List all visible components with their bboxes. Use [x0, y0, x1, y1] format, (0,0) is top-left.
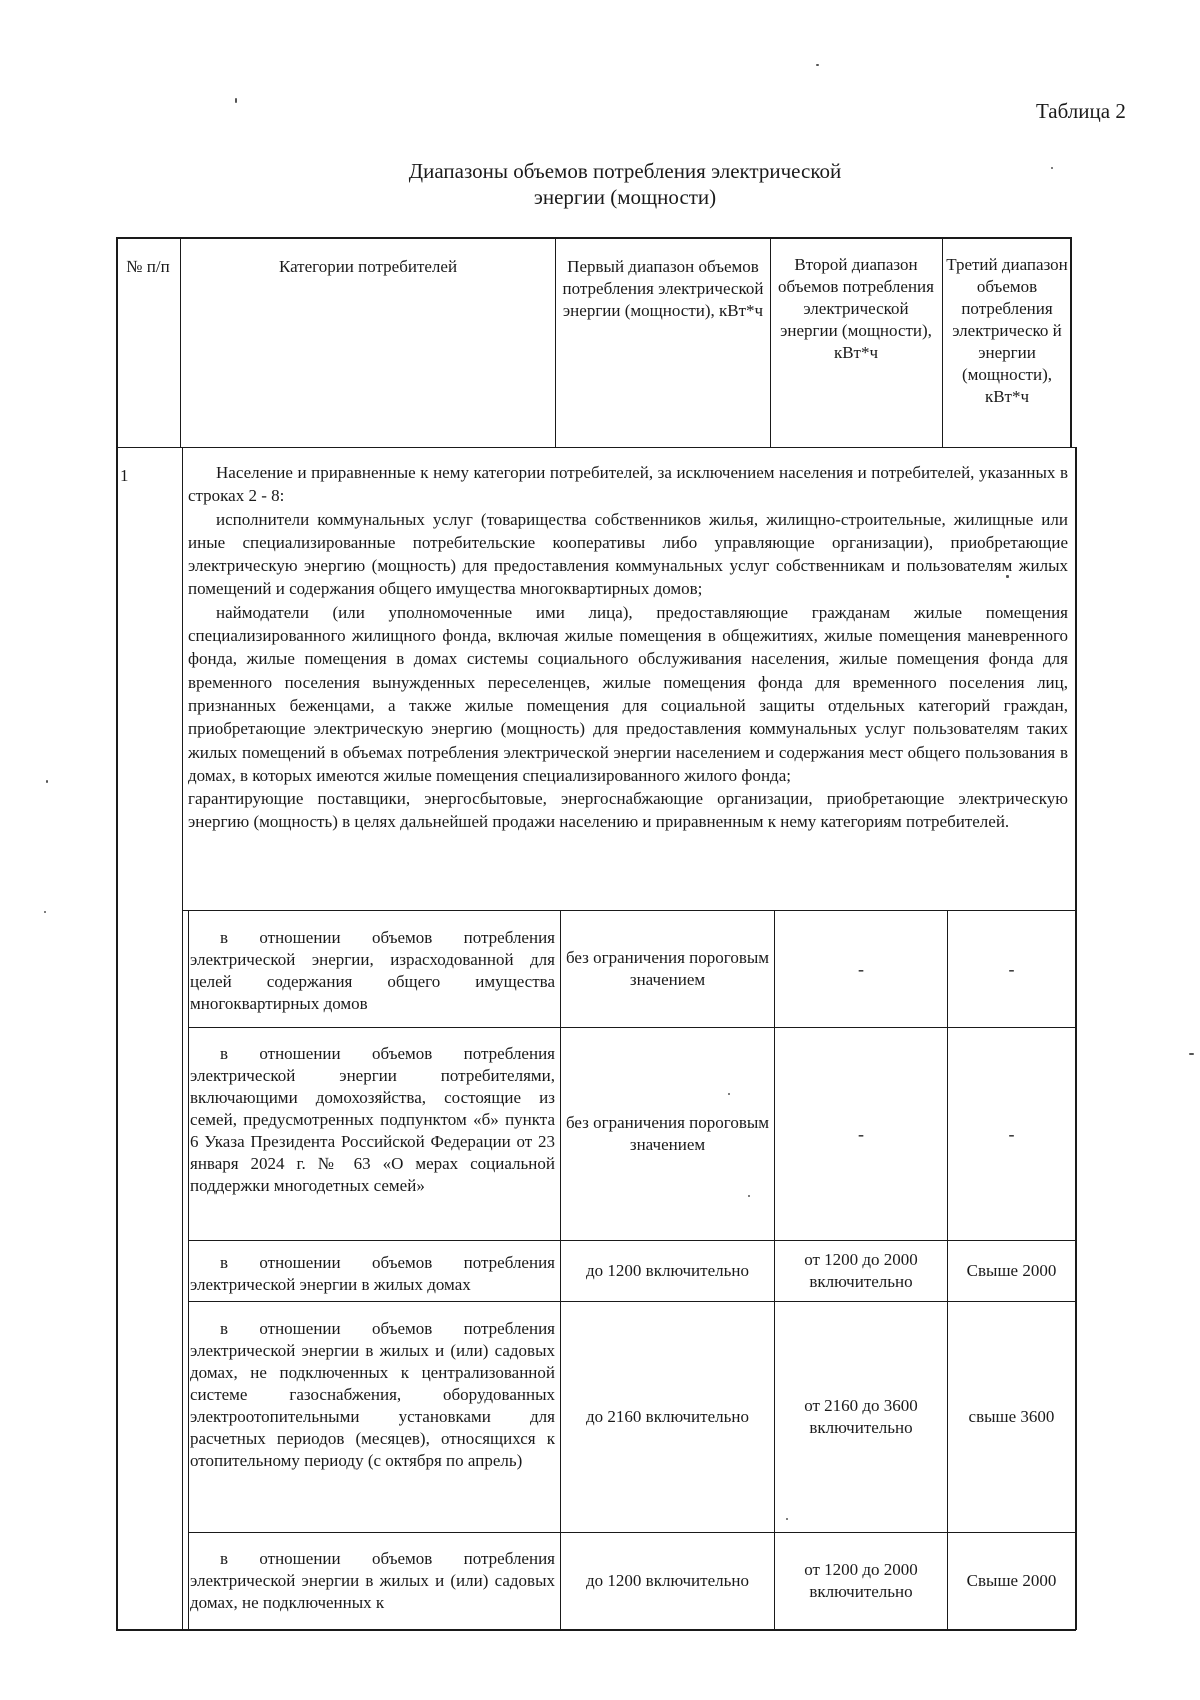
intro-paragraph: Население и приравненные к нему категории потребителей, за исключением населения и потребителей, указанных в строках 2 - 8: — [188, 463, 1068, 506]
scan-speck — [748, 1195, 750, 1197]
subrow-range-3 — [948, 910, 1075, 1027]
table-border-top — [116, 237, 1071, 239]
scan-speck — [46, 780, 48, 783]
header-bottom-rule — [116, 447, 1076, 448]
category-description — [188, 461, 1068, 834]
header-divider-2 — [555, 237, 556, 447]
range-value: от 2160 до 3600 включительно — [804, 1395, 918, 1437]
table-label: Таблица 2 — [1036, 99, 1126, 123]
header-range-3: Третий диапазон объемов потребления электрическо й энергии (мощности), кВт*ч — [946, 255, 1068, 406]
table-border-left — [116, 237, 118, 1630]
subrow-description: в отношении объемов потребления электрической энергии в жилых и (или) садовых домах, не подключенных к централизованной системе газоснабжения, оборудованных электроотопительными установками для расчетных периодов (месяцев), относящихся к отопительному периоду (с октября по апрель) — [190, 1319, 555, 1470]
range-value: от 1200 до 2000 включительно — [804, 1249, 918, 1291]
range-value: Свыше 2000 — [966, 1570, 1057, 1590]
scan-speck — [1189, 1053, 1194, 1055]
title-line-1: Диапазоны объемов потребления электрической — [408, 159, 842, 183]
table-border-bottom — [116, 1629, 1076, 1631]
range-value: - — [1008, 1123, 1015, 1144]
header-divider-3 — [770, 237, 771, 447]
row-number: 1 — [120, 466, 129, 485]
range-value: от 1200 до 2000 включительно — [804, 1559, 918, 1601]
table-border-right-body — [1075, 447, 1077, 1630]
subrow-description-text: в отношении объемов потребления электрической энергии в жилых и (или) садовых домах, не подключенных к — [190, 1549, 555, 1612]
subrow-range-1 — [561, 910, 774, 1027]
subrow-description — [190, 1548, 555, 1624]
subrow-range-2 — [775, 1301, 947, 1532]
subrow-range-1 — [561, 1240, 774, 1301]
page-title — [300, 158, 950, 210]
subrow-range-1 — [561, 1532, 774, 1629]
range-value: Свыше 2000 — [966, 1260, 1057, 1280]
scan-speck — [44, 911, 46, 913]
subrow-description: в отношении объемов потребления электрической энергии потребителями, включающими домохозяйства, состоящие из семей, предусмотренных подпунктом «б» пункта 6 Указа Президента Российской Федерации от 23 января 2024 г. № 63 «О мерах социальной поддержки многодетных семей» — [190, 1044, 555, 1195]
scan-speck — [1051, 167, 1053, 169]
range-value: без ограничения пороговым значением — [565, 947, 770, 989]
intro-paragraph: наймодатели (или уполномоченные ими лица), предоставляющие гражданам жилые помещения специализированного жилищного фонда, включая жилые помещения в общежитиях, жилые помещения маневренного фонда, жилые помещения в домах системы социального обслуживания населения, жилые помещения фонда для временного поселения вынужденных переселенцев, жилые помещения фонда для временного поселения лиц, признанных беженцами, а также жилые помещения для социальной защиты отдельных категорий граждан, приобретающие электрическую энергию (мощность) для предоставления коммунальных услуг пользователям таких жилых помещений в объемах потребления электрической энергии населением и содержания мест общего пользования в домах, в которых имеются жилые помещения специализированного жилого фонда; — [188, 602, 1068, 785]
range-value: - — [858, 1123, 864, 1144]
header-category: Категории потребителей — [278, 257, 458, 276]
range-value: - — [1008, 958, 1015, 979]
subrow-range-3 — [948, 1027, 1075, 1240]
subrow-range-2 — [775, 1532, 947, 1629]
header-range-1: Первый диапазон объемов потребления электрической энергии (мощности), кВт*ч — [562, 257, 764, 320]
scan-speck — [1006, 575, 1009, 578]
scan-speck — [816, 64, 819, 66]
scan-speck — [786, 1518, 788, 1520]
intro-paragraph: исполнители коммунальных услуг (товарищества собственников жилья, жилищно-строительные, жилищные или иные специализированные потребительские кооперативы либо управляющие организации), приобретающие электрическую энергию (мощность) для предоставления коммунальных услуг собственникам и пользователям жилых помещений и содержания общего имущества многоквартирных домов; — [188, 509, 1068, 599]
range-value: свыше 3600 — [968, 1406, 1055, 1426]
subrow-description: в отношении объемов потребления электрической энергии, израсходованной для целей содержания общего имущества многоквартирных домов — [190, 928, 555, 1013]
header-number: № п/п — [126, 257, 170, 276]
subrow-range-1 — [561, 1301, 774, 1532]
range-value: до 1200 включительно — [586, 1570, 749, 1590]
subrow-range-3 — [948, 1240, 1075, 1301]
subrow-range-2 — [775, 1240, 947, 1301]
header-range-2: Второй диапазон объемов потребления электрической энергии (мощности), кВт*ч — [778, 255, 934, 362]
number-column-divider — [182, 447, 183, 1630]
scan-speck — [235, 98, 237, 103]
subrow-description: в отношении объемов потребления электрической энергии в жилых домах — [190, 1253, 555, 1294]
range-value: без ограничения пороговым значением — [565, 1112, 770, 1154]
subtable-left-border — [188, 910, 189, 1630]
subrow-range-3 — [948, 1301, 1075, 1532]
subrow-range-1 — [561, 1027, 774, 1240]
subrow-range-2 — [775, 910, 947, 1027]
intro-paragraph: гарантирующие поставщики, энергосбытовые, энергоснабжающие организации, приобретающие электрическую энергию (мощность) в целях дальнейшей продажи населению и приравненным к нему категориям потребителей. — [188, 789, 1068, 832]
subrow-range-2 — [775, 1027, 947, 1240]
range-value: до 1200 включительно — [586, 1260, 749, 1280]
scan-speck — [728, 1093, 730, 1095]
range-value: до 2160 включительно — [586, 1406, 749, 1426]
range-value: - — [858, 958, 864, 979]
subrow-range-3 — [948, 1532, 1075, 1629]
table-border-right — [1070, 237, 1072, 447]
title-line-2: энергии (мощности) — [533, 185, 717, 209]
header-divider-4 — [942, 237, 943, 447]
